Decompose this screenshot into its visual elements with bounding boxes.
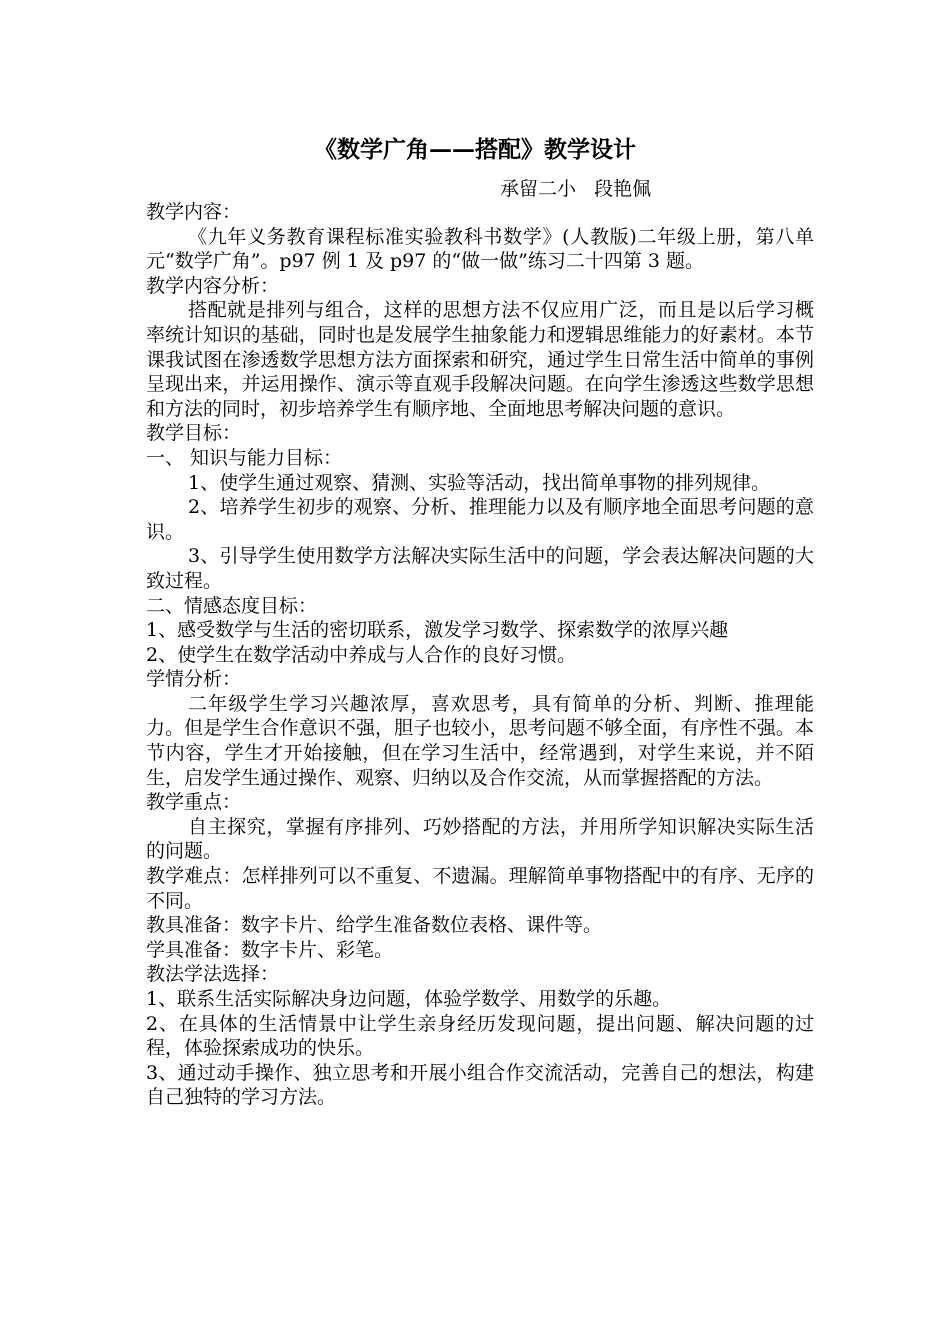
paragraph: 2、使学生在数学活动中养成与人合作的良好习惯。: [146, 643, 577, 666]
paragraph: 搭配就是排列与组合，这样的思想方法不仅应用广泛，而且是以后学习概率统计知识的基础，同时也是发展学生抽象能力和逻辑思维能力的好素材。本节课我试图在渗透数学思想方法方面探索和研究，通过学生日常生活中简单的事例呈现出来，并运用操作、演示等直观手段解决问题。在向学生渗透这些数学思想和方法的同时，初步培养学生有顺序地、全面地思考解决问题的意识。: [146, 299, 814, 420]
paragraph: 一、 知识与能力目标：: [146, 446, 343, 469]
paragraph: 教法学法选择：: [146, 963, 280, 986]
paragraph: 学具准备：数字卡片、彩笔。: [146, 938, 394, 961]
paragraph: 教学内容：: [146, 201, 242, 223]
paragraph: 《九年义务教育课程标准实验教科书数学》(人教版)二年级上册，第八单元“数学广角”。p97 例 1 及 p97 的“做一做”练习二十四第 3 题。: [146, 225, 814, 273]
paragraph: 1、感受数学与生活的密切联系，激发学习数学、探索数学的浓厚兴趣: [146, 619, 729, 642]
document-body: [146, 200, 814, 1110]
paragraph: 教学内容分析：: [146, 274, 280, 297]
author-line: 承留二小 段艳佩: [500, 178, 652, 200]
paragraph: 学情分析：: [146, 668, 242, 691]
paragraph: 教具准备：数字卡片、给学生准备数位表格、课件等。: [146, 914, 603, 937]
paragraph: 2、培养学生初步的观察、分析、推理能力以及有顺序地全面思考问题的意识。: [146, 496, 814, 543]
paragraph: 1、联系生活实际解决身边问题，体验学数学、用数学的乐趣。: [146, 988, 672, 1010]
paragraph: 3、引导学生使用数学方法解决实际生活中的问题，学会表达解决问题的大致过程。: [146, 545, 814, 592]
paragraph: 二年级学生学习兴趣浓厚，喜欢思考，具有简单的分析、判断、推理能力。但是学生合作意识不强，胆子也较小，思考问题不够全面，有序性不强。本节内容，学生才开始接触，但在学习生活中，经常遇到，对学生来说，并不陌生，启发学生通过操作、观察、归纳以及合作交流，从而掌握搭配的方法。: [146, 692, 814, 789]
paragraph: 自主探究，掌握有序排列、巧妙搭配的方法，并用所学知识解决实际生活的问题。: [146, 815, 814, 863]
paragraph: 1、使学生通过观察、猜测、实验等活动，找出简单事物的排列规律。: [188, 471, 771, 494]
paragraph: 3、通过动手操作、独立思考和开展小组合作交流活动，完善自己的想法，构建自己独特的学习方法。: [146, 1061, 814, 1109]
paragraph: 教学目标：: [146, 422, 242, 445]
paragraph: 教学重点：: [146, 791, 242, 814]
paragraph: 2、在具体的生活情景中让学生亲身经历发现问题，提出问题、解决问题的过程，体验探索成功的快乐。: [146, 1012, 814, 1060]
document-title: 《数学广角——搭配》教学设计: [314, 136, 636, 163]
paragraph: 二、情感态度目标：: [146, 594, 318, 617]
paragraph: 教学难点：怎样排列可以不重复、不遗漏。理解简单事物搭配中的有序、无序的不同。: [146, 865, 814, 912]
